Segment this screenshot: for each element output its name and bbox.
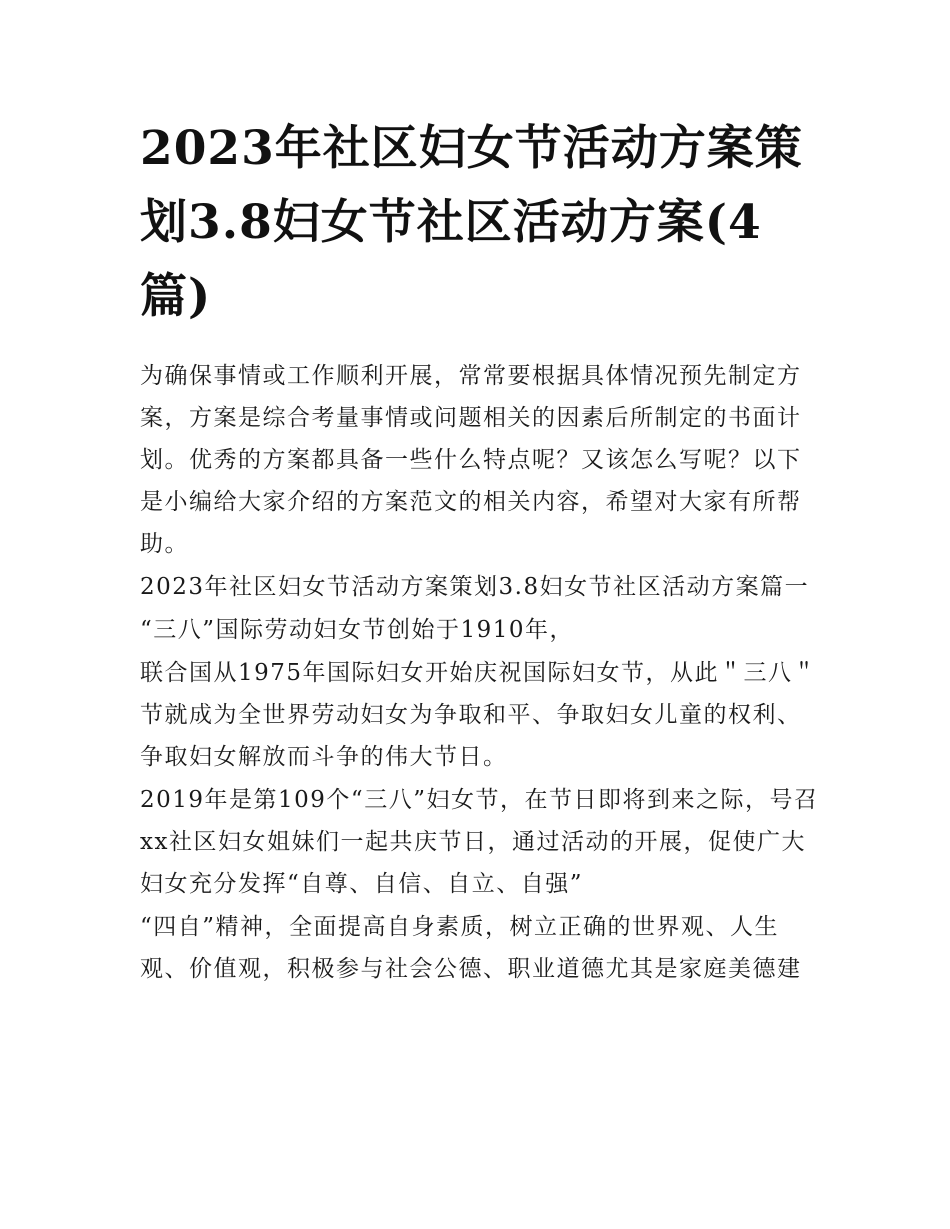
document-body xyxy=(140,355,820,991)
intro-paragraph: 为确保事情或工作顺利开展，常常要根据具体情况预先制定方案，方案是综合考量事情或问题相关的因素后所制定的书面计划。优秀的方案都具备一些什么特点呢？又该怎么写呢？以下是小编给大家介绍的方案范文的相关内容，希望对大家有所帮助。 xyxy=(140,363,802,557)
body-paragraph: “三八”国际劳动妇女节创始于1910年， xyxy=(140,617,575,643)
document-content xyxy=(140,112,820,991)
body-paragraph: 联合国从1975年国际妇女开始庆祝国际妇女节，从此＂三八＂节就成为全世界劳动妇女为争取和平、争取妇女儿童的权利、争取妇女解放而斗争的伟大节日。 xyxy=(140,660,818,770)
body-paragraph: “四自”精神，全面提高自身素质，树立正确的世界观、人生观、价值观，积极参与社会公德、职业道德尤其是家庭美德建 xyxy=(140,914,802,982)
document-title: 2023年社区妇女节活动方案策划3.8妇女节社区活动方案(4篇) xyxy=(140,121,803,324)
section-heading: 2023年社区妇女节活动方案策划3.8妇女节社区活动方案篇一 xyxy=(140,574,810,600)
body-paragraph: 2019年是第109个“三八”妇女节，在节日即将到来之际，号召xx社区妇女姐妹们一起共庆节日，通过活动的开展，促使广大妇女充分发挥“自尊、自信、自立、自强” xyxy=(140,787,819,897)
